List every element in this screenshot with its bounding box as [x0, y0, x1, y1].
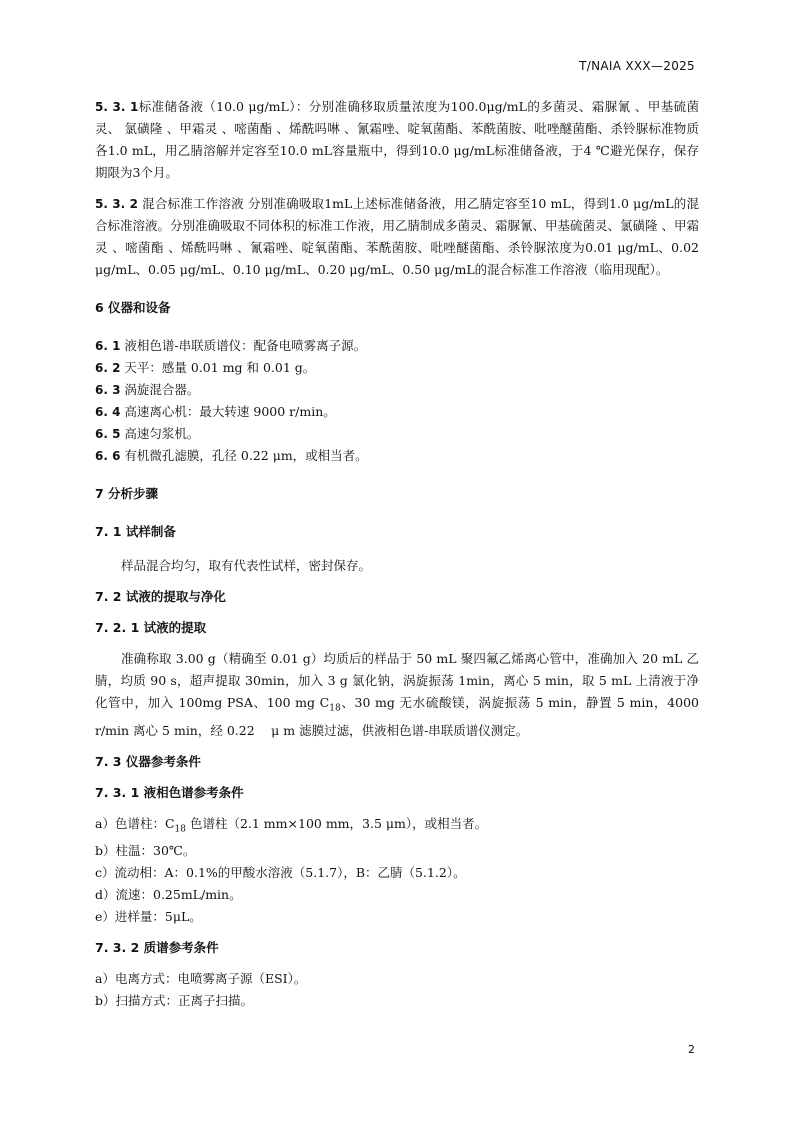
- list-item: c）流动相：A：0.1%的甲酸水溶液（5.1.7），B：乙腈（5.1.2）。: [95, 865, 466, 880]
- section-7-heading: 7 分析步骤: [95, 486, 159, 501]
- list-item: d）流速：0.25mL/min。: [95, 887, 242, 902]
- clause-text: 标准储备液（10.0 μg/mL）：分别准确移取质量浓度为100.0μg/mL的多菌灵、霜脲氰 、甲基硫菌灵、 氯磺隆 、甲霜灵 、嘧菌酯 、烯酰吗啉 、氰霜唑、啶氧菌酯、苯酰菌胺、吡唑醚菌酯、杀铃脲标准物质各1.0 mL，用乙腈溶解并定容至10.0 mL容量瓶中，得到10.0 μg/mL标准储备液，于4 ℃避光保存，保存期限为3个月。: [95, 99, 699, 180]
- paragraph-text: 、30 mg 无水硫酸镁，涡旋振荡 5 min，静置 5 min，4000 r/min 离心 5 min，经 0.22 μ m 滤膜过滤，供液相色谱-串联质谱仪测定。: [95, 695, 699, 738]
- clause-5-3-2: [95, 193, 699, 281]
- item-number: 6. 4: [95, 405, 121, 419]
- subscript: 18: [329, 703, 341, 714]
- clause-text: 混合标准工作溶液 分别准确吸取1mL上述标准储备液，用乙腈定容至10 mL，得到1.0 μg/mL的混合标准溶液。分别准确吸取不同体积的标准工作液，用乙腈制成多菌灵、霜脲氰、甲基硫菌灵、氯磺隆 、甲霜灵 、嘧菌酯 、烯酰吗啉 、氰霜唑、啶氧菌酯、苯酰菌胺、吡唑醚菌酯、杀铃脲浓度为0.01 μg/mL、0.02 μg/mL、0.05 μg/mL、0.10 μg/mL、0.20 μg/mL、0.50 μg/mL的混合标准工作溶液（临用现配）。: [95, 196, 699, 277]
- item-text: 涡旋混合器。: [120, 382, 200, 397]
- item-text: 高速离心机：最大转速 9000 r/min。: [120, 404, 336, 419]
- item-number: 6. 3: [95, 383, 121, 397]
- item-text: 高速匀浆机。: [120, 426, 200, 441]
- list-item: [95, 335, 699, 357]
- section-7-2-1-heading: 7. 2. 1 试液的提取: [95, 620, 207, 635]
- section-7-1-text: 样品混合均匀，取有代表性试样，密封保存。: [121, 558, 372, 573]
- page-number: 2: [688, 1043, 695, 1056]
- section-6-list: [95, 335, 699, 467]
- section-7-3-2-heading: 7. 3. 2 质谱参考条件: [95, 940, 219, 955]
- item-text: 色谱柱（2.1 mm×100 mm，3.5 μm），或相当者。: [185, 815, 488, 831]
- section-7-1-heading: 7. 1 试样制备: [95, 524, 176, 539]
- item-number: 6. 1: [95, 339, 121, 353]
- list-item: [95, 813, 699, 841]
- item-text: 液相色谱-串联质谱仪：配备电喷雾离子源。: [120, 338, 367, 353]
- item-number: 6. 6: [95, 449, 121, 463]
- list-item: e）进样量：5μL。: [95, 909, 202, 924]
- clause-5-3-1: [95, 96, 699, 184]
- list-item: [95, 423, 699, 445]
- list-item: [95, 379, 699, 401]
- section-7-2-1-text: [95, 648, 699, 742]
- section-7-3-1-list: [95, 813, 699, 929]
- section-7-3-2-list: [95, 968, 699, 1012]
- document-body: [95, 96, 699, 1012]
- list-item: b）柱温：30℃。: [95, 843, 196, 858]
- list-item: a）电离方式：电喷雾离子源（ESI）。: [95, 971, 307, 986]
- section-6-heading: 6 仪器和设备: [95, 300, 171, 315]
- section-7-2-heading: 7. 2 试液的提取与净化: [95, 589, 226, 604]
- item-text: a）色谱柱：C: [95, 815, 175, 831]
- item-number: 6. 5: [95, 427, 121, 441]
- document-code: T/NAIA XXX—2025: [579, 59, 695, 73]
- item-text: 天平：感量 0.01 mg 和 0.01 g。: [120, 360, 316, 375]
- list-item: [95, 357, 699, 379]
- list-item: [95, 445, 699, 467]
- section-7-3-1-heading: 7. 3. 1 液相色谱参考条件: [95, 784, 244, 800]
- subscript: 18: [174, 824, 186, 834]
- paragraph-text: 准确称取 3.00 g（精确至 0.01 g）均质后的样品于 50 mL 聚四氟乙烯离心管中，准确加入 20 mL 乙腈，均质 90 s，超声提取 30min，加入 3 g 氯化钠，涡旋振荡 1min，离心 5 min，取 5 mL 上清液于净化管中，加入 100mg PSA、100 mg C: [95, 651, 699, 710]
- clause-number: 5. 3. 1: [95, 100, 139, 114]
- list-item: b）扫描方式：正离子扫描。: [95, 993, 254, 1008]
- item-number: 6. 2: [95, 361, 121, 375]
- list-item: [95, 401, 699, 423]
- section-7-3-heading: 7. 3 仪器参考条件: [95, 753, 201, 769]
- item-text: 有机微孔滤膜，孔径 0.22 μm，或相当者。: [120, 448, 368, 463]
- clause-number: 5. 3. 2: [95, 197, 138, 211]
